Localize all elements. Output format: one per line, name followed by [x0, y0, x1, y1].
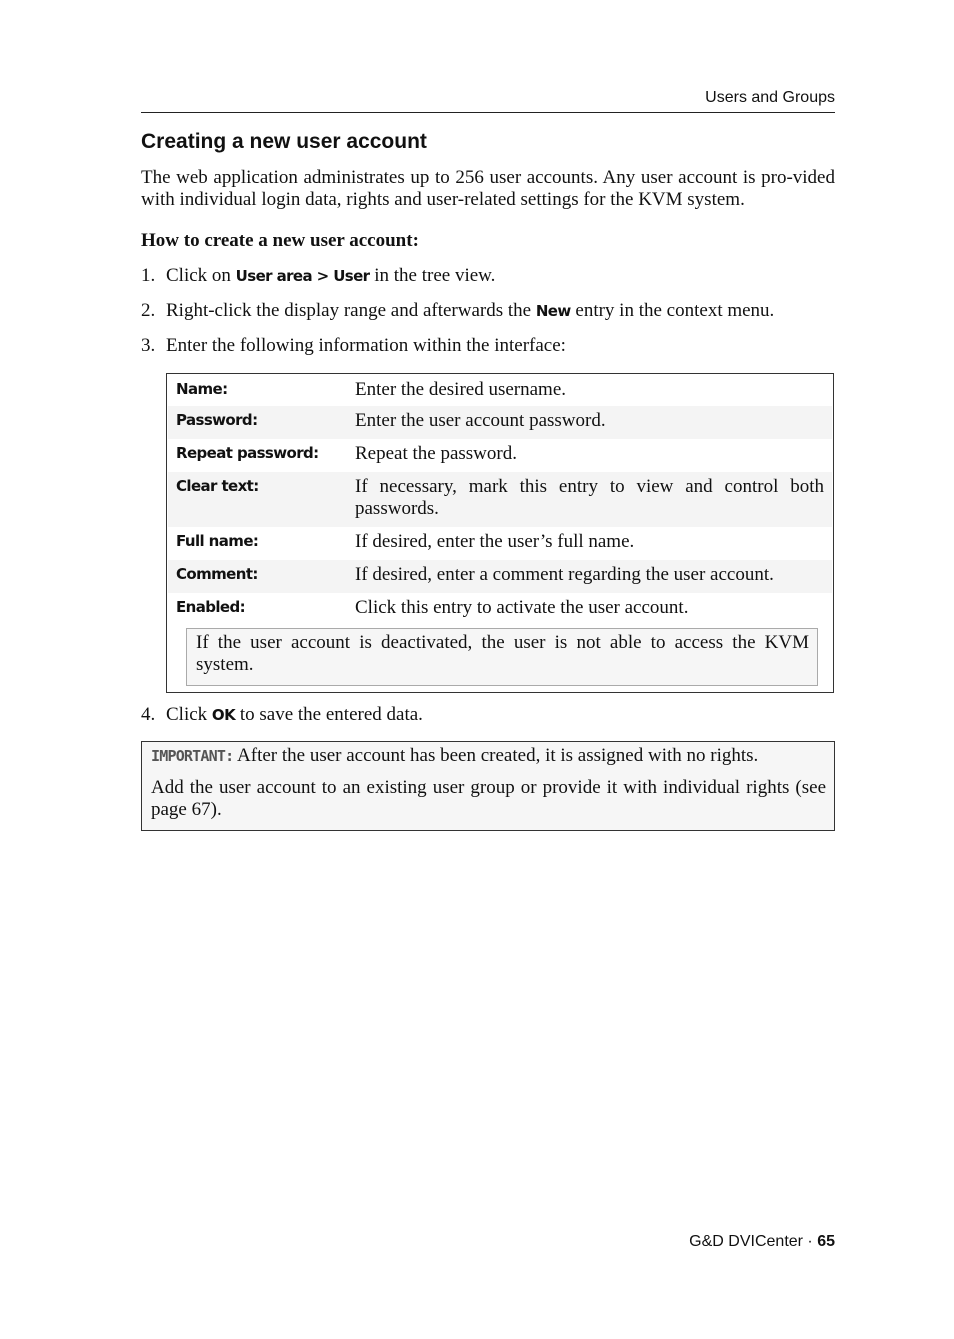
important-line-2: Add the user account to an existing user group or provide it with individual rights (see page 67).	[151, 777, 826, 820]
step-text: Click on	[166, 265, 236, 286]
parameter-value: If desired, enter a comment regarding the user account.	[355, 564, 774, 585]
intro-paragraph: The web application administrates up to 256 user accounts. Any user account is pro-vided with individual login data, rights and user-related settings for the KVM system.	[141, 167, 835, 210]
ui-reference: New	[535, 302, 571, 320]
parameter-table	[166, 373, 834, 693]
step-4	[141, 704, 423, 726]
parameter-key: Comment:	[176, 565, 258, 583]
parameter-key: Clear text:	[176, 477, 259, 495]
page-footer	[689, 1233, 835, 1251]
parameter-row	[168, 439, 832, 472]
step-text: Click	[166, 704, 212, 725]
page-header	[141, 88, 835, 113]
important-label: IMPORTANT:	[151, 747, 234, 765]
page-number: 65	[817, 1233, 835, 1250]
parameter-value: If necessary, mark this entry to view and control both passwords.	[355, 476, 824, 519]
important-notice	[141, 741, 835, 831]
parameter-key: Name:	[176, 380, 228, 398]
header-section-title: Users and Groups	[705, 89, 835, 106]
step-text: in the tree view.	[369, 265, 496, 286]
parameter-value: Enter the desired username.	[355, 379, 567, 400]
important-text: After the user account has been created, it is assigned with no rights.	[233, 745, 759, 766]
parameter-row	[168, 375, 832, 406]
parameter-row	[168, 527, 832, 560]
parameter-key: Enabled:	[176, 598, 246, 616]
parameter-key: Full name:	[176, 532, 259, 550]
parameter-row	[168, 472, 832, 527]
step-number: 3.	[141, 335, 156, 356]
footer-product: G&D DVICenter ·	[689, 1233, 818, 1250]
ui-reference: User area > User	[235, 267, 370, 285]
parameter-key: Password:	[176, 411, 258, 429]
enabled-note-box	[186, 628, 818, 686]
step-number: 1.	[141, 265, 156, 286]
step-text: Enter the following information within the interface:	[166, 335, 566, 356]
step-1	[141, 265, 495, 287]
step-text: entry in the context menu.	[570, 300, 775, 321]
step-text: to save the entered data.	[235, 704, 423, 725]
parameter-value: Repeat the password.	[355, 443, 517, 464]
parameter-value: Enter the user account password.	[355, 410, 606, 431]
enabled-note-text: If the user account is deactivated, the user is not able to access the KVM system.	[196, 632, 809, 675]
step-3	[141, 335, 566, 357]
parameter-value: Click this entry to activate the user account.	[355, 597, 689, 618]
parameter-row	[168, 560, 832, 593]
howto-heading: How to create a new user account:	[141, 230, 419, 251]
ui-reference: OK	[211, 706, 236, 724]
important-line-1	[151, 745, 826, 767]
parameter-value: If desired, enter the user’s full name.	[355, 531, 635, 552]
parameter-key: Repeat password:	[176, 444, 319, 462]
step-number: 4.	[141, 704, 156, 725]
section-title: Creating a new user account	[141, 130, 427, 153]
parameter-row	[168, 406, 832, 439]
step-2	[141, 300, 774, 322]
step-number: 2.	[141, 300, 156, 321]
step-text: Right-click the display range and afterwards the	[166, 300, 536, 321]
